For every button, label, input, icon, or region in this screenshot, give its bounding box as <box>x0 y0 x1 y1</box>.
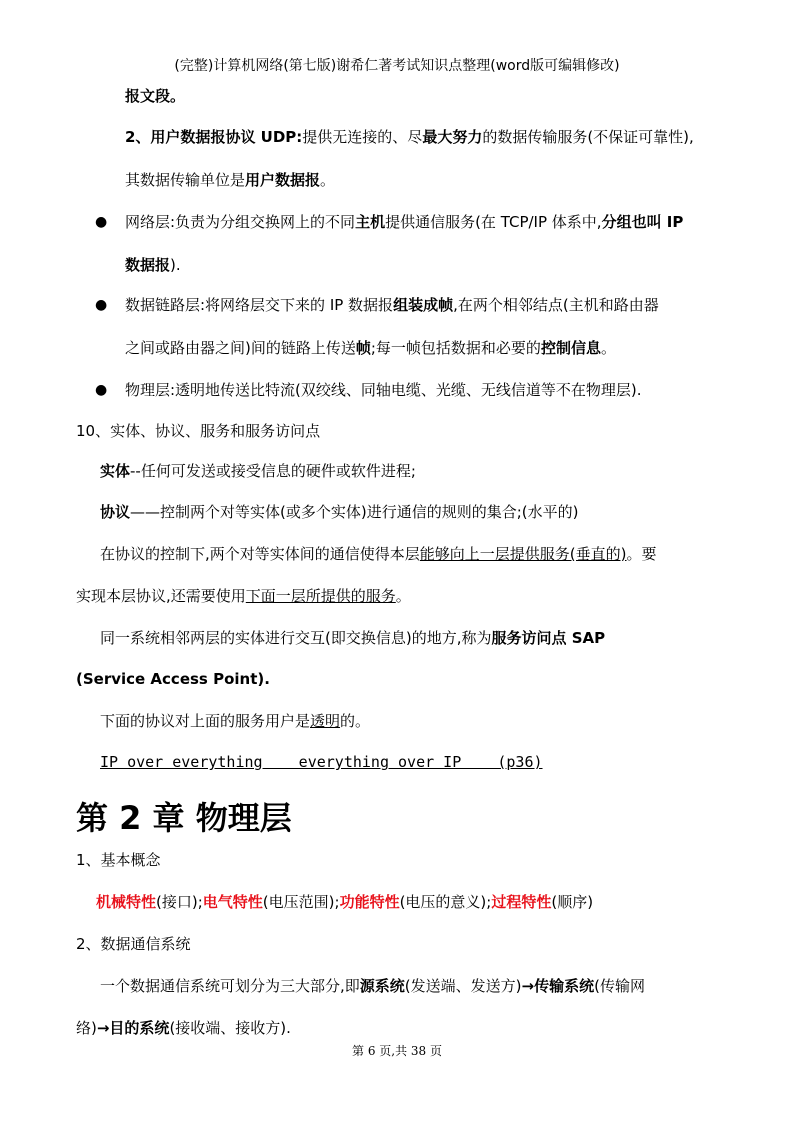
udp-text-1: 提供无连接的、尽 <box>302 128 423 146</box>
datalink-text-a: 数据链路层:将网络层交下来的 IP 数据报 <box>125 296 394 314</box>
datalink-line-2 <box>125 338 616 358</box>
source-system: 源系统 <box>359 977 405 995</box>
network-host-bold: 主机 <box>355 213 386 231</box>
mechanical-char: 机械特性 <box>96 893 157 911</box>
basic-concepts-title: 1、基本概念 <box>76 851 161 869</box>
segment-tail: 报文段。 <box>125 87 186 105</box>
protocol-term: 协议 <box>100 503 131 521</box>
protocol-def: ——控制两个对等实体(或多个实体)进行通信的规则的集合;(水平的) <box>130 503 579 521</box>
comm-system-line-1 <box>100 976 645 996</box>
bullet-datalink: ● <box>95 297 108 313</box>
implement-line <box>76 586 411 606</box>
udp-bold-1: 最大努力 <box>422 128 483 146</box>
section10-title: 10、实体、协议、服务和服务访问点 <box>76 422 321 440</box>
sap-term: 服务访问点 SAP <box>491 629 606 647</box>
destination-system: →目的系统 <box>96 1019 170 1037</box>
transparent-text-a: 下面的协议对上面的服务用户是 <box>100 712 311 730</box>
functional-char: 功能特性 <box>339 893 400 911</box>
control-text-b: 。要 <box>626 545 657 563</box>
bullet-physical: ● <box>95 382 108 398</box>
page-header: (完整)计算机网络(第七版)谢希仁著考试知识点整理(word版可编辑修改) <box>174 58 620 74</box>
procedural-desc: (顺序) <box>551 893 594 911</box>
chapter-2-heading: 第 2 章 物理层 <box>76 799 292 837</box>
electrical-desc: (电压范围); <box>262 893 340 911</box>
transmission-system: →传输系统 <box>521 977 595 995</box>
functional-desc: (电压的意义); <box>399 893 492 911</box>
network-text-end: ). <box>170 256 181 274</box>
control-underlined: 能够向上一层提供服务(垂直的) <box>419 545 627 563</box>
ip-over-everything: IP over everything everything over IP (p36) <box>100 753 543 771</box>
datalink2-frame-bold: 帧 <box>355 339 371 357</box>
network-datagram-bold: 数据报 <box>125 256 171 274</box>
protocol-line <box>100 502 578 522</box>
udp-text-2: 的数据传输服务(不保证可靠性), <box>482 128 694 146</box>
network-line-2 <box>125 255 181 275</box>
datalink-text-c: ,在两个相邻结点(主机和路由器 <box>453 296 659 314</box>
entity-def: --任何可发送或接受信息的硬件或软件进程; <box>130 462 416 480</box>
control-line <box>100 544 657 564</box>
udp-paragraph <box>125 127 694 147</box>
procedural-char: 过程特性 <box>491 893 552 911</box>
electrical-char: 电气特性 <box>202 893 263 911</box>
mechanical-desc: (接口); <box>156 893 203 911</box>
datalink2-text-a: 之间或路由器之间)间的链路上传送 <box>125 339 356 357</box>
udp-title: 2、用户数据报协议 UDP: <box>125 128 303 146</box>
transparent-line <box>100 711 370 731</box>
comm-text-e: (传输网 <box>594 977 645 995</box>
udp-unit-text: 其数据传输单位是 <box>125 171 246 189</box>
entity-term: 实体 <box>100 462 131 480</box>
physical-line: 物理层:透明地传送比特流(双绞线、同轴电缆、光缆、无线信道等不在物理层). <box>125 381 642 399</box>
transparent-underlined: 透明 <box>310 712 341 730</box>
network-text-d: 分组也叫 IP <box>601 213 684 231</box>
sap-text: 同一系统相邻两层的实体进行交互(即交换信息)的地方,称为 <box>100 629 492 647</box>
implement-text-b: 。 <box>395 587 411 605</box>
datalink-frame-bold: 组装成帧 <box>393 296 454 314</box>
comm-text-f: 络) <box>76 1019 97 1037</box>
network-text-c: 提供通信服务(在 TCP/IP 体系中, <box>385 213 602 231</box>
sap-expansion: (Service Access Point). <box>76 670 270 688</box>
comm-system-title: 2、数据通信系统 <box>76 935 191 953</box>
control-text-a: 在协议的控制下,两个对等实体间的通信使得本层 <box>100 545 420 563</box>
comm-text-h: (接收端、接收方). <box>169 1019 291 1037</box>
entity-line <box>100 461 416 481</box>
udp-unit-end: 。 <box>320 171 336 189</box>
transparent-text-b: 的。 <box>340 712 371 730</box>
udp-unit-bold: 用户数据报 <box>245 171 321 189</box>
datalink2-control-bold: 控制信息 <box>540 339 601 357</box>
comm-system-line-2 <box>76 1018 291 1038</box>
comm-text-a: 一个数据通信系统可划分为三大部分,即 <box>100 977 360 995</box>
network-text-a: 网络层:负责为分组交换网上的不同 <box>125 213 356 231</box>
characteristics-line <box>96 892 593 912</box>
datalink2-text-c: ;每一帧包括数据和必要的 <box>370 339 541 357</box>
datalink2-text-e: 。 <box>600 339 616 357</box>
bullet-network: ● <box>95 214 108 230</box>
implement-text-a: 实现本层协议,还需要使用 <box>76 587 246 605</box>
network-line-1 <box>125 212 683 232</box>
implement-underlined: 下面一层所提供的服务 <box>245 587 396 605</box>
udp-unit-line <box>125 170 335 190</box>
page-footer: 第 6 页,共 38 页 <box>352 1044 442 1058</box>
datalink-line-1 <box>125 295 659 315</box>
sap-line <box>100 628 605 648</box>
comm-text-c: (发送端、发送方) <box>404 977 522 995</box>
